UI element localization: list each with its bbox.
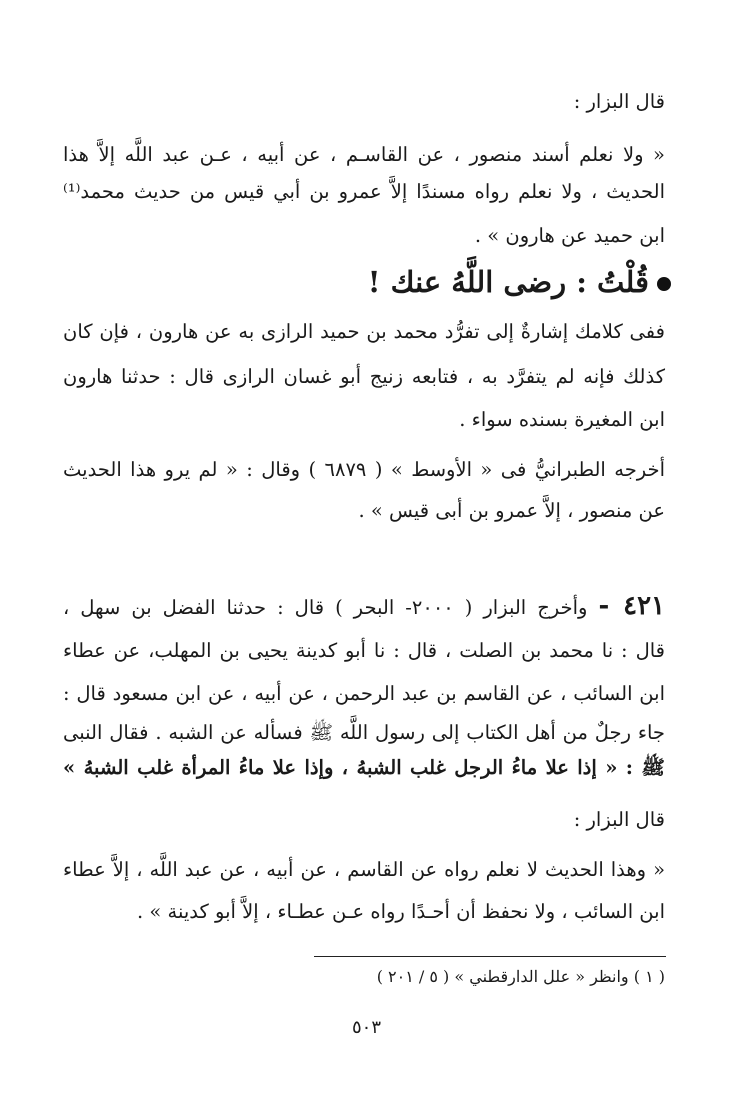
text-line-17: ابن السائب ، ولا نحفظ أن أحـدًا رواه عـن عطـاء ، إلاَّ أبو كدينة » . xyxy=(136,900,665,923)
text-line-3: الحديث ، ولا نعلم رواه مسندًا إلاَّ عمرو بن أبي قيس من حديث محمد⁽¹⁾ xyxy=(63,180,665,203)
page-number: ٥٠٣ xyxy=(351,1017,381,1038)
footnote: ( ١ ) وانظر « علل الدارقطني » ( ٥ / ٢٠١ ) xyxy=(376,967,665,986)
text-line-14: ﷺ : « إذا علا ماءُ الرجل غلب الشبهُ ، وإذا علا ماءُ المرأة غلب الشبهُ » xyxy=(63,756,665,779)
heading-text: قُلْتُ : رضى اللَّهُ عنك ! xyxy=(367,265,649,299)
text-line-2: « ولا نعلم أسند منصور ، عن القاسـم ، عن أبيه ، عـن عبد اللَّه إلاَّ هذا xyxy=(63,143,665,166)
text-line-8: أخرجه الطبرانيُّ فى « الأوسط » ( ٦٨٧٩ ) وقال : « لم يرو هذا الحديث xyxy=(63,458,665,481)
hadith-first-text: وأخرج البزار ( ٢٠٠٠- البحر ) قال : حدثنا الفضل بن سهل ، xyxy=(63,596,588,619)
text-line-11: قال : نا محمد بن الصلت ، قال : نا أبو كدينة يحيى بن المهلب، عن عطاء xyxy=(63,639,665,662)
text-line-6: كذلك فإنه لم يتفرَّد به ، فتابعه زنيج أبو غسان الرازى قال : حدثنا هارون xyxy=(63,365,665,388)
text-line-15: قال البزار : xyxy=(573,808,665,831)
footnote-divider xyxy=(314,956,666,957)
hadith-first-line xyxy=(63,592,665,622)
bullet-icon xyxy=(657,277,671,291)
section-heading xyxy=(368,260,671,304)
text-line-12: ابن السائب ، عن القاسم بن عبد الرحمن ، عن أبيه ، عن ابن مسعود قال : xyxy=(63,682,665,705)
text-line-9: عن منصور ، إلاَّ عمرو بن أبى قيس » . xyxy=(358,499,665,522)
text-line-1: قال البزار : xyxy=(573,90,665,113)
text-line-5: ففى كلامك إشارةٌ إلى تفرُّد محمد بن حميد الرازى به عن هارون ، فإن كان xyxy=(63,320,665,343)
text-line-13: جاء رجلٌ من أهل الكتاب إلى رسول اللَّه ﷺ فسأله عن الشبه . فقال النبى xyxy=(63,721,665,744)
text-line-16: « وهذا الحديث لا نعلم رواه عن القاسم ، عن أبيه ، عن عبد اللَّه ، إلاَّ عطاء xyxy=(63,858,665,881)
text-line-4: ابن حميد عن هارون » . xyxy=(474,224,665,247)
text-line-7: ابن المغيرة بسنده سواء . xyxy=(459,408,665,431)
hadith-number: ٤٢١ - xyxy=(598,591,666,621)
